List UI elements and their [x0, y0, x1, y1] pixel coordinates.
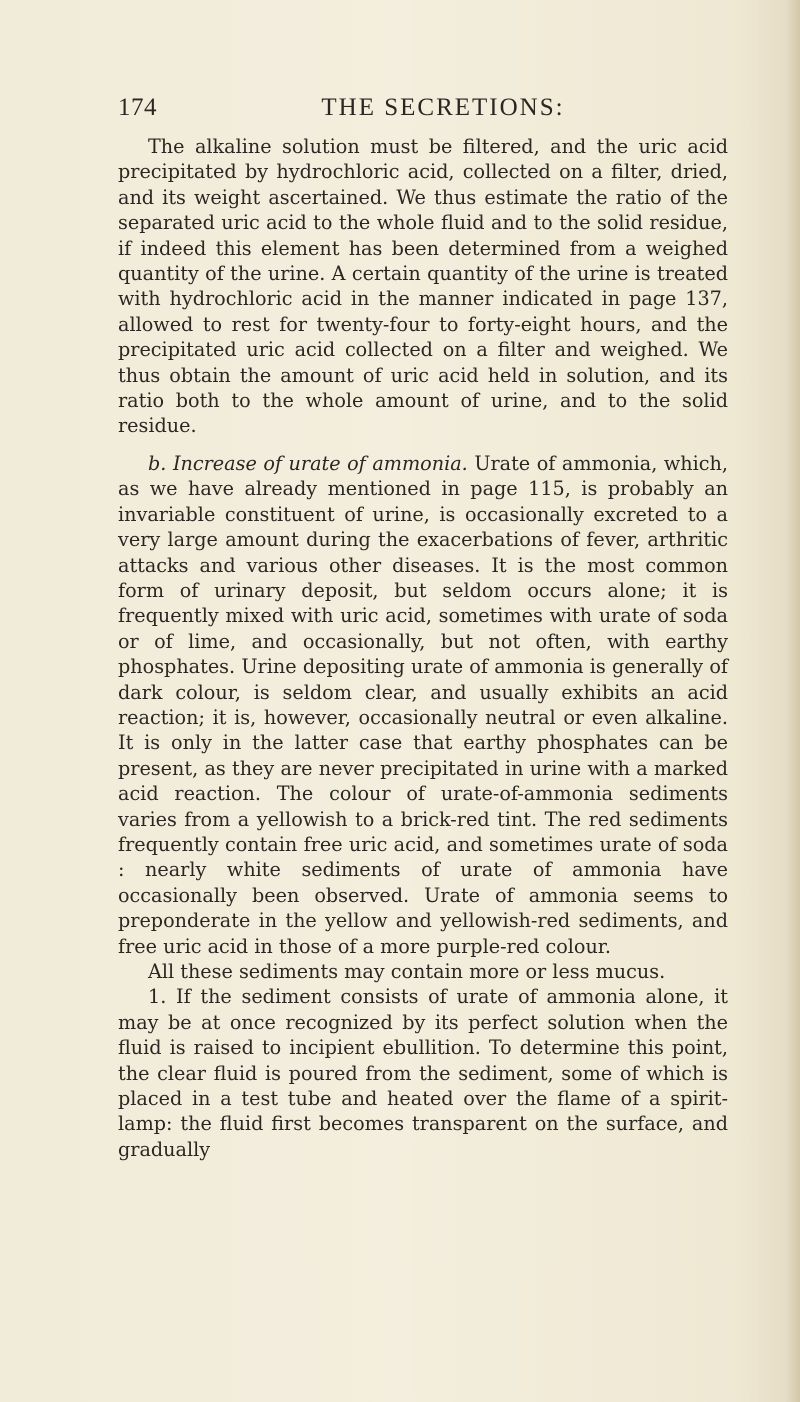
paragraph-mucus: [118, 959, 728, 984]
section-title: Increase of urate of ammonia.: [172, 451, 468, 475]
section-label: b.: [148, 451, 167, 475]
body-text: [118, 134, 728, 1162]
paragraph-text: The alkaline solution must be filtered, and the uric acid precipitated by hydrochloric acid, collected on a filter, dried, and its weight ascertained. We thus estimate the ratio of the separated uric acid to the whole fluid and to the solid residue, if indeed this element has been determined from a weighed quantity of the urine. A certain quantity of the urine is treated with hydrochloric acid in the manner indicated in page 137, allowed to rest for twenty-four to forty-eight hours, and the precipitated uric acid collected on a filter and weighed. We thus obtain the amount of uric acid held in solution, and its ratio both to the whole amount of urine, and to the solid residue.: [118, 135, 728, 438]
paragraph-text: 1. If the sediment consists of urate of ammonia alone, it may be at once recognized by its perfect solution when the fluid is raised to incipient ebullition. To determine this point, the clear fluid is poured from the sediment, some of which is placed in a test tube and heated over the flame of a spirit-lamp: the fluid first becomes transparent on the surface, and gradually: [118, 985, 728, 1161]
page-number: 174: [118, 94, 157, 121]
paragraph-urate-of-ammonia: [118, 451, 728, 959]
paragraph-text: Urate of ammonia, which, as we have already mentioned in page 115, is probably an invariable constituent of urine, is occasionally excreted to a very large amount during the exacerbations of fever, arthritic attacks and various other diseases. It is the most common form of urinary deposit, but seldom occurs alone; it is frequently mixed with uric acid, sometimes with urate of soda or of lime, and occasionally, but not often, with earthy phosphates. Urine depositing urate of ammonia is generally of dark colour, is seldom clear, and usually exhibits an acid reaction; it is, however, occasionally neutral or even alkaline. It is only in the latter case that earthy phosphates can be present, as they are never precipitated in urine with a marked acid reaction. The colour of urate-of-ammonia sediments varies from a yellowish to a brick-red tint. The red sediments frequently contain free uric acid, and sometimes urate of soda : nearly white sediments of urate of ammonia have occasionally been observed. Urate of ammonia seems to preponderate in the yellow and yellowish-red sediments, and free uric acid in those of a more purple-red colour.: [118, 451, 728, 958]
paragraph-filtering: [118, 134, 728, 439]
page-edge-shadow: [786, 0, 800, 1402]
running-head: THE SECRETIONS:: [321, 94, 565, 121]
paragraph-recognition: [118, 984, 728, 1162]
page-header: [118, 84, 728, 124]
paragraph-text: All these sediments may contain more or less mucus.: [148, 960, 666, 983]
